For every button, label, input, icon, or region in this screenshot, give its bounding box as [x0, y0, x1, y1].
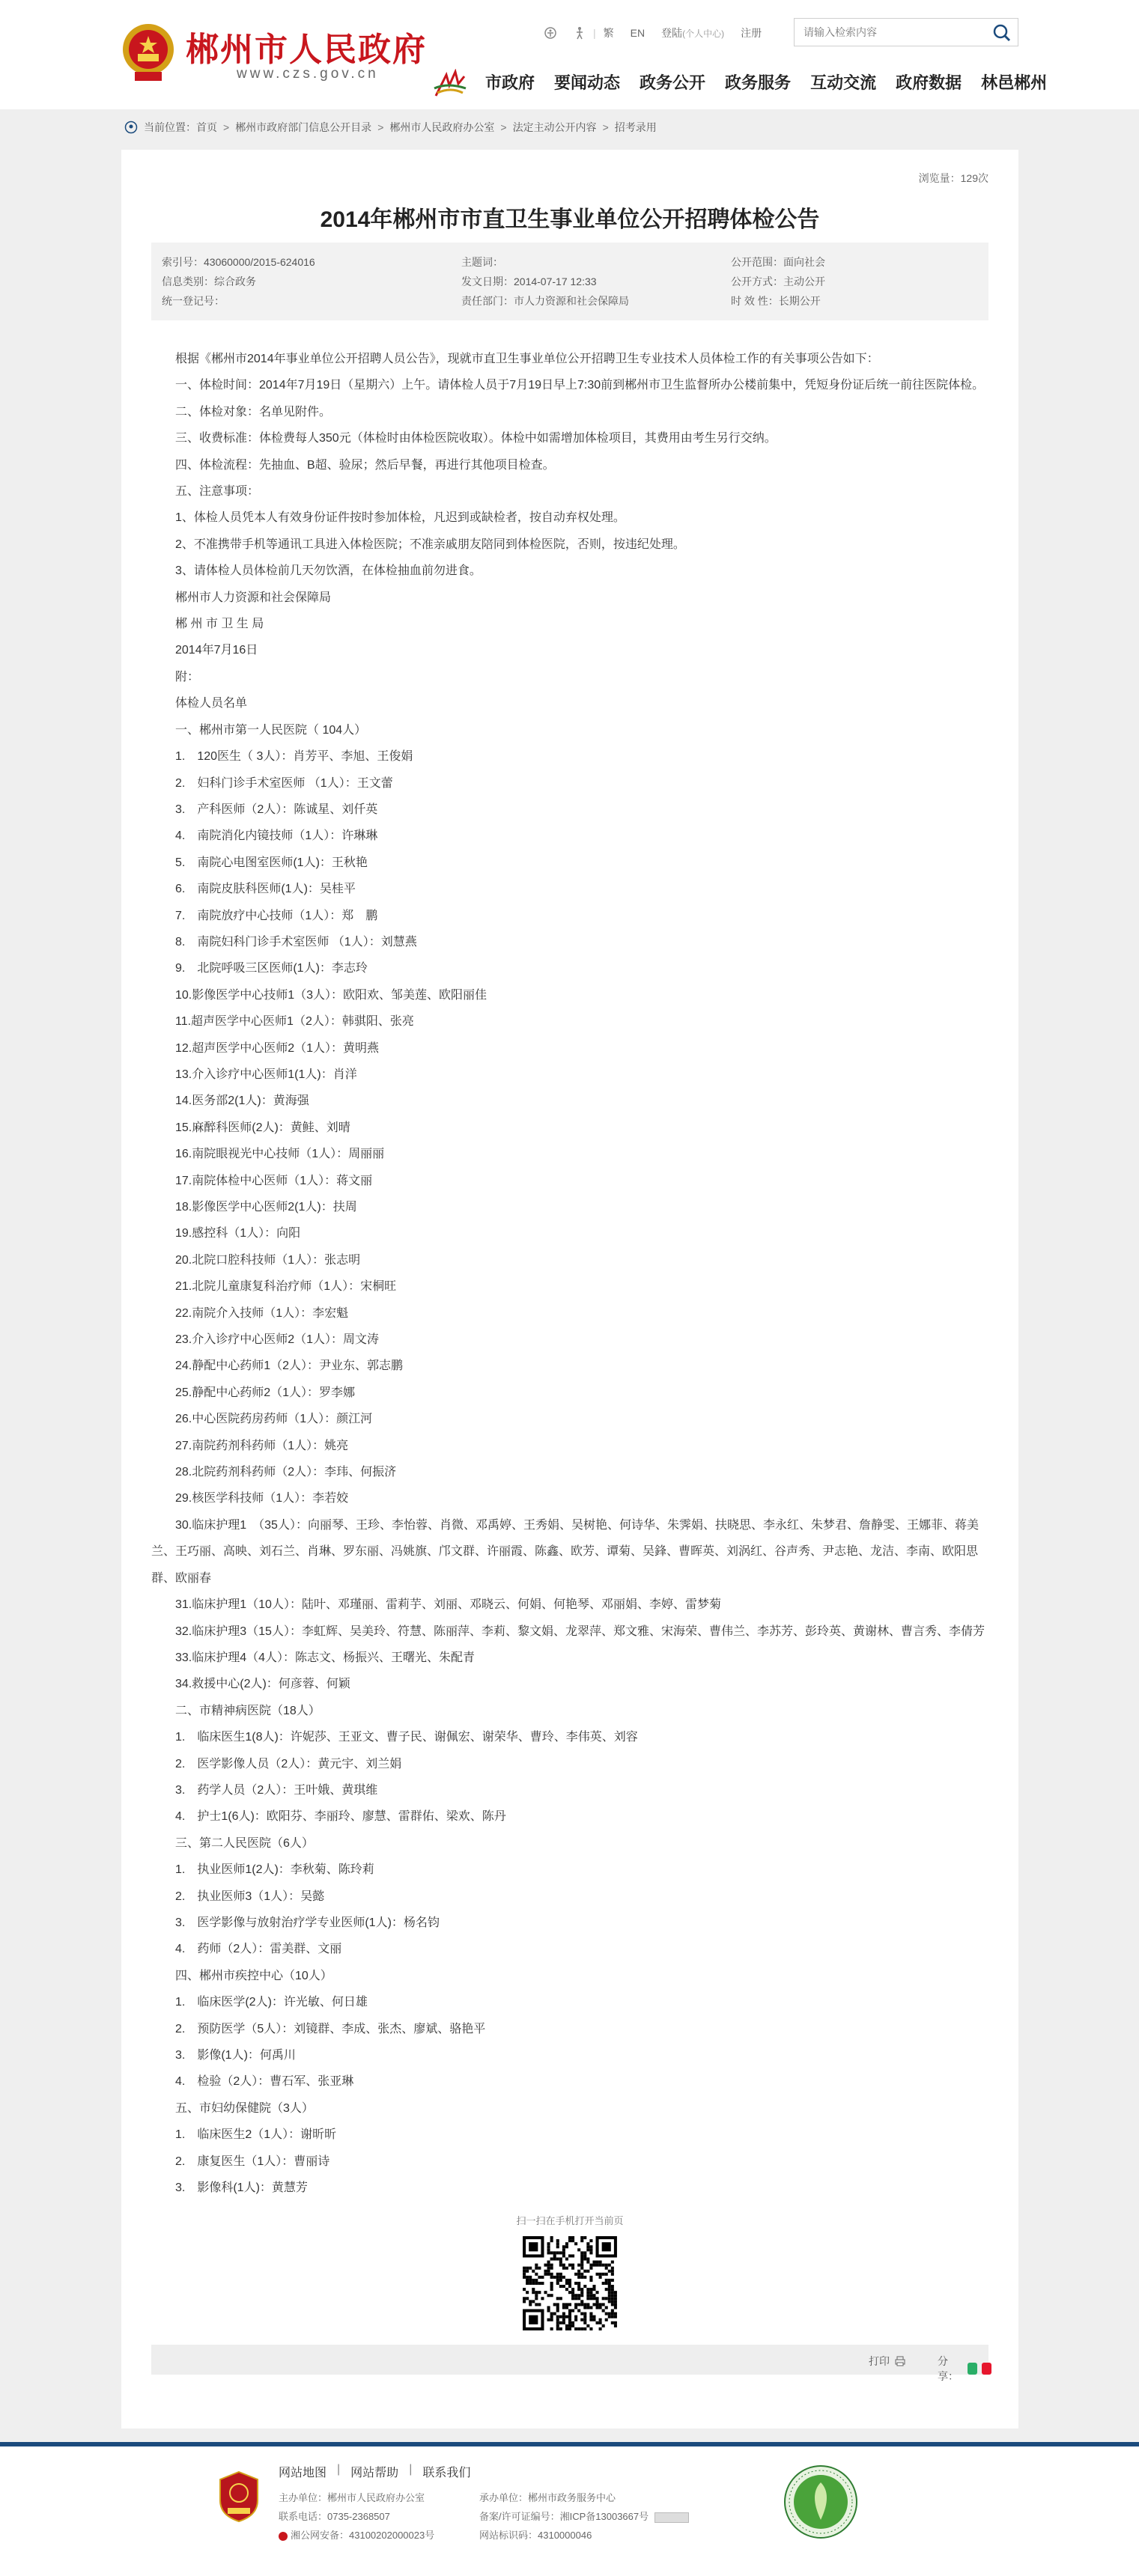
meta-category: 信息类别：综合政务 — [162, 275, 256, 287]
wechat-icon[interactable] — [968, 2363, 977, 2375]
article-paragraph: 郴州市人力资源和社会保障局 — [175, 591, 332, 604]
search-icon[interactable] — [992, 23, 1012, 43]
article-paragraph: 33.临床护理4（4人）：陈志文、杨振兴、王曙光、朱配青 — [175, 1651, 476, 1664]
footer-phone: 联系电话：0735-2368507 — [279, 2511, 390, 2522]
footer-site-id: 网站标识码：4310000046 — [479, 2530, 592, 2541]
article-paragraph: 2. 执业医师3（1人）：吴懿 — [175, 1890, 325, 1903]
article-paragraph: 13.介入诊疗中心医师1(1人)：肖洋 — [175, 1068, 357, 1081]
meta-reg-no: 统一登记号： — [162, 295, 225, 307]
view-count: 浏览量：129次 — [918, 172, 988, 184]
article-paragraph: 1. 临床医生2（1人）：谢昕昕 — [175, 2128, 337, 2142]
article-paragraph: 3. 影像科(1人)：黄慧芳 — [175, 2181, 308, 2195]
nav-item-government[interactable]: 市政府 — [485, 73, 535, 92]
footer-sponsor: 主办单位：郴州市人民政府办公室 — [279, 2492, 425, 2503]
article-paragraph: 12.超声医学中心医师2（1人）：黄明燕 — [175, 1041, 380, 1055]
article-paragraph: 2. 预防医学（5人）：刘镜群、李成、张杰、廖斌、骆艳平 — [175, 2022, 486, 2035]
article-meta-table — [151, 243, 988, 320]
article-paragraph: 4. 南院消化内镜技师（1人）：许琳琳 — [175, 829, 378, 843]
article-paragraph: 1. 临床医生1(8人)：许妮莎、王亚文、曹子民、谢佩宏、谢荣华、曹玲、李伟英、刘容 — [175, 1731, 638, 1744]
nav-item-news[interactable]: 要闻动态 — [554, 73, 621, 92]
site-url: www.czs.gov.cn — [237, 66, 379, 82]
article-paragraph: 16.南院眼视光中心技师（1人）：周丽丽 — [175, 1148, 385, 1161]
article-paragraph: 10.影像医学中心技师1（3人）：欧阳欢、邹美莲、欧阳丽佳 — [175, 988, 488, 1002]
civilized-website-badge-icon[interactable] — [783, 2464, 858, 2539]
share-label: 分享： — [938, 2355, 959, 2382]
main-nav — [485, 70, 1066, 94]
breadcrumb-label: 当前位置： — [144, 121, 196, 133]
footer-links: 网站地图 | 网站帮助 | 联系我们 — [279, 2463, 471, 2479]
article-paragraph: 26.中心医院药房药师（1人）：颜江河 — [175, 1413, 373, 1426]
footer-link-help[interactable]: 网站帮助 — [350, 2467, 399, 2479]
article-paragraph: 1、体检人员凭本人有效身份证件按时参加体检，凡迟到或缺检者，按自动弃权处理。 — [175, 511, 625, 525]
article-paragraph: 二、体检对象：名单见附件。 — [175, 405, 332, 418]
share-section — [938, 2354, 991, 2384]
article-paragraph: 2、不准携带手机等通讯工具进入体检医院；不准亲戚朋友陪同到体检医院，否则，按违纪处理。 — [175, 538, 685, 551]
article-paragraph: 1. 临床医学(2人)：许光敏、何日雄 — [175, 1996, 368, 2009]
breadcrumb: 当前位置： 首页 > 郴州市政府部门信息公开目录 > 郴州市人民政府办公室 > 法定主动公开内容 > 招考录用 — [124, 120, 657, 135]
national-emblem-logo[interactable] — [121, 21, 175, 84]
article-paragraph: 22.南院介入技师（1人）：李宏魁 — [175, 1306, 349, 1320]
article-paragraph: 根据《郴州市2014年事业单位公开招聘人员公告》，现就市直卫生事业单位公开招聘卫生专业技术人员体检工作的有关事项公告如下： — [175, 353, 879, 365]
login-note: (个人中心) — [682, 28, 725, 39]
article-paragraph: 15.麻醉科医师(2人)：黄鲑、刘晴 — [175, 1121, 350, 1134]
article-paragraph: 2. 妇科门诊手术室医师 （1人）：王文蕾 — [175, 776, 393, 790]
article-paragraph: 14.医务部2(1人)：黄海强 — [175, 1094, 309, 1108]
meta-validity: 时 效 性：长期公开 — [731, 295, 821, 307]
weibo-icon[interactable] — [982, 2363, 991, 2375]
footer-link-contact[interactable]: 联系我们 — [422, 2467, 471, 2479]
article-title: 2014年郴州市市直卫生事业单位公开招聘体检公告 — [320, 207, 820, 232]
article-paragraph: 21.北院儿童康复科治疗师（1人）：宋桐旺 — [175, 1280, 397, 1294]
article-paragraph: 3. 医学影像与放射治疗学专业医师(1人)：杨名钧 — [175, 1916, 440, 1929]
footer-info-col2 — [479, 2488, 689, 2545]
article-paragraph: 四、体检流程：先抽血、B超、验尿；然后早餐，再进行其他项目检查。 — [175, 458, 555, 472]
footer-organizer: 承办单位：郴州市政务服务中心 — [479, 2492, 616, 2503]
footer-icp-text[interactable]: 备案/许可证编号：湘ICP备13003667号 — [479, 2511, 649, 2522]
article-paragraph: 3. 影像(1人)：何禹川 — [175, 2049, 296, 2062]
breadcrumb-item-recruitment[interactable]: 招考录用 — [614, 121, 657, 133]
article-paragraph: 三、第二人民医院（6人） — [175, 1836, 314, 1850]
article-paragraph: 2014年7月16日 — [175, 644, 258, 657]
meta-date: 发文日期：2014-07-17 12:33 — [461, 275, 597, 287]
breadcrumb-item-directory[interactable]: 郴州市政府部门信息公开目录 — [235, 121, 372, 133]
english-link[interactable]: EN — [630, 27, 646, 39]
footer-icp[interactable] — [479, 2507, 689, 2526]
article-paragraph: 郴 州 市 卫 生 局 — [175, 618, 264, 631]
article-paragraph: 五、注意事项： — [175, 485, 260, 499]
breadcrumb-bar — [0, 109, 1139, 144]
article-paragraph: 32.临床护理3（15人）：李虹辉、吴美玲、符慧、陈丽萍、李莉、黎文娟、龙翠萍、郑文雅、宋海荣、曹伟兰、李苏芳、彭玲英、黄谢林、曹言秀、李倩芳 — [175, 1625, 985, 1638]
elder-mode-icon[interactable] — [574, 26, 586, 40]
accessibility-icon[interactable] — [544, 26, 557, 40]
breadcrumb-item-home[interactable]: 首页 — [196, 121, 217, 133]
article-paragraph: 5. 南院心电图室医师(1人)：王秋艳 — [175, 856, 368, 869]
article-paragraph: 20.北院口腔科技师（1人）：张志明 — [175, 1253, 361, 1267]
article-paragraph: 五、市妇幼保健院（3人） — [175, 2101, 314, 2115]
search-input[interactable] — [802, 25, 985, 39]
printer-icon[interactable] — [894, 2355, 906, 2367]
footer-police-record[interactable] — [279, 2526, 434, 2545]
error-correction-badge-icon[interactable] — [654, 2512, 689, 2523]
article-paragraph: 18.影像医学中心医师2(1人)：扶周 — [175, 1201, 357, 1214]
article-paragraph: 7. 南院放疗中心技师（1人）：郑 鹏 — [175, 909, 378, 922]
article-paragraph: 4. 药师（2人）：雷美群、文丽 — [175, 1943, 342, 1956]
article-paragraph: 2. 医学影像人员（2人）：黄元宇、刘兰娟 — [175, 1757, 402, 1770]
article-paragraph: 31.临床护理1（10人）：陆叶、邓瑾丽、雷莉芋、刘丽、邓晓云、何娟、何艳琴、邓丽娟、李婷、雷梦菊 — [175, 1598, 721, 1612]
article-paragraph: 28.北院药剂科药师（2人）：李玮、何振济 — [175, 1466, 397, 1479]
article-paragraph: 体检人员名单 — [175, 697, 248, 710]
party-government-logo[interactable] — [217, 2470, 261, 2523]
meta-subject: 主题词： — [461, 256, 503, 268]
site-footer — [0, 2446, 1139, 2576]
meta-mode: 公开方式：主动公开 — [731, 275, 825, 287]
meta-index-no: 索引号：43060000/2015-624016 — [162, 256, 315, 268]
article-paragraph: 24.静配中心药师1（2人）：尹业东、郭志鹏 — [175, 1359, 404, 1373]
article-paragraph: 2. 康复医生（1人）：曹丽诗 — [175, 2155, 330, 2168]
article-container — [121, 150, 1018, 2429]
article-paragraph: 附： — [175, 670, 200, 683]
article-paragraph: 4. 检验（2人）：曹石军、张亚琳 — [175, 2075, 354, 2089]
article-paragraph: 1. 执业医师1(2人)：李秋菊、陈玲莉 — [175, 1863, 374, 1877]
article-paragraph: 29.核医学科技师（1人）：李若姣 — [175, 1492, 349, 1505]
article-paragraph: 三、收费标准：体检费每人350元（体检时由体检医院收取）。体检中如需增加体检项目，其费用由考生另行交纳。 — [175, 432, 777, 445]
article-paragraph: 4. 护士1(6人)：欧阳芬、李丽玲、廖慧、雷群佑、梁欢、陈丹 — [175, 1810, 506, 1824]
site-header — [0, 0, 1139, 109]
article-paragraph: 11.超声医学中心医师1（2人）：韩骐阳、张亮 — [175, 1015, 414, 1029]
article-paragraph: 25.静配中心药师2（1人）：罗李娜 — [175, 1386, 356, 1399]
article-paragraph: 一、体检时间：2014年7月19日（星期六）上午。请体检人员于7月19日早上7:30前到郴州市卫生监督所办公楼前集中，凭短身份证后统一前往医院体检。 — [175, 379, 985, 392]
nav-item-linyi[interactable]: 林邑郴州 — [981, 73, 1048, 92]
article-paragraph: 19.感控科（1人）：向阳 — [175, 1227, 301, 1240]
footer-police-record-text[interactable]: 湘公网安备：43100202000023号 — [291, 2530, 435, 2541]
qr-label: 扫一扫在手机打开当前页 — [516, 2215, 624, 2226]
qr-section — [121, 2213, 1018, 2337]
site-title[interactable]: 郴州市人民政府 — [186, 31, 427, 69]
article-paragraph: 3、请体检人员体检前几天勿饮酒，在体检抽血前勿进食。 — [175, 564, 482, 578]
nav-item-interaction[interactable]: 互动交流 — [810, 73, 877, 92]
article-paragraph: 23.介入诊疗中心医师2（1人）：周文涛 — [175, 1333, 380, 1347]
article-paragraph: 34.救援中心(2人)：何彦蓉、何颖 — [175, 1678, 350, 1691]
article-paragraph: 9. 北院呼吸三区医师(1人)：李志玲 — [175, 962, 368, 975]
article-body — [151, 346, 988, 2201]
qr-code-image — [520, 2233, 620, 2333]
print-label[interactable]: 打印 — [869, 2355, 890, 2367]
footer-info-col1 — [279, 2488, 434, 2545]
breadcrumb-item-content[interactable]: 法定主动公开内容 — [512, 121, 597, 133]
nav-item-services[interactable]: 政务服务 — [725, 73, 792, 92]
article-paragraph: 3. 药学人员（2人）：王叶娥、黄琪维 — [175, 1783, 378, 1797]
article-paragraph: 3. 产科医师（2人）：陈诚星、刘仟英 — [175, 803, 378, 816]
login-link[interactable] — [661, 25, 724, 40]
police-badge-icon — [279, 2532, 288, 2541]
nav-item-public-affairs[interactable]: 政务公开 — [640, 73, 706, 92]
location-pin-icon — [124, 121, 138, 134]
search-box — [794, 18, 1018, 46]
meta-scope: 公开范围：面向社会 — [731, 256, 825, 268]
footer-link-sitemap[interactable]: 网站地图 — [279, 2467, 327, 2479]
article-paragraph: 6. 南院皮肤科医师(1人)：吴桂平 — [175, 883, 356, 896]
login-label[interactable]: 登陆 — [661, 27, 683, 39]
top-toolbar: | 繁 EN 登陆 (个人中心) 注册 — [544, 24, 778, 42]
register-link[interactable]: 注册 — [741, 27, 762, 39]
nav-item-data[interactable]: 政府数据 — [896, 73, 962, 92]
article-paragraph: 30.临床护理1 （35人）：向丽琴、王珍、李怡蓉、肖微、邓禹婷、王秀娟、吴树艳、何诗华、朱霁娟、扶晓思、李永红、朱梦君、詹静雯、王娜菲、蒋美兰、王巧丽、高映、刘石兰、肖琳、罗东丽、冯姚旗、邝文群、许丽霞、陈鑫、欧芳、谭菊、吴鋒、曹晖英、刘涡红、谷声秀、尹志艳、龙洁、李南、欧阳思群、欧丽春 — [151, 1518, 979, 1585]
article-paragraph: 二、市精神病医院（18人） — [175, 1704, 321, 1717]
print-button[interactable] — [869, 2354, 906, 2369]
article-paragraph: 8. 南院妇科门诊手术室医师 （1人）：刘慧燕 — [175, 935, 417, 949]
article-paragraph: 1. 120医生（ 3人）：肖芳平、李旭、王俊娟 — [175, 750, 413, 764]
article-paragraph: 四、郴州市疾控中心（10人） — [175, 1969, 332, 1982]
nav-decoration-icon — [433, 69, 467, 99]
breadcrumb-item-office[interactable]: 郴州市人民政府办公室 — [389, 121, 495, 133]
article-paragraph: 27.南院药剂科药师（1人）：姚亮 — [175, 1439, 349, 1452]
traditional-chinese-link[interactable]: 繁 — [603, 27, 614, 39]
meta-dept: 责任部门：市人力资源和社会保障局 — [461, 295, 629, 307]
article-paragraph: 17.南院体检中心医师（1人）：蒋文丽 — [175, 1174, 373, 1187]
article-paragraph: 一、郴州市第一人民医院（ 104人） — [175, 723, 367, 737]
article-actions-bar — [151, 2345, 988, 2382]
